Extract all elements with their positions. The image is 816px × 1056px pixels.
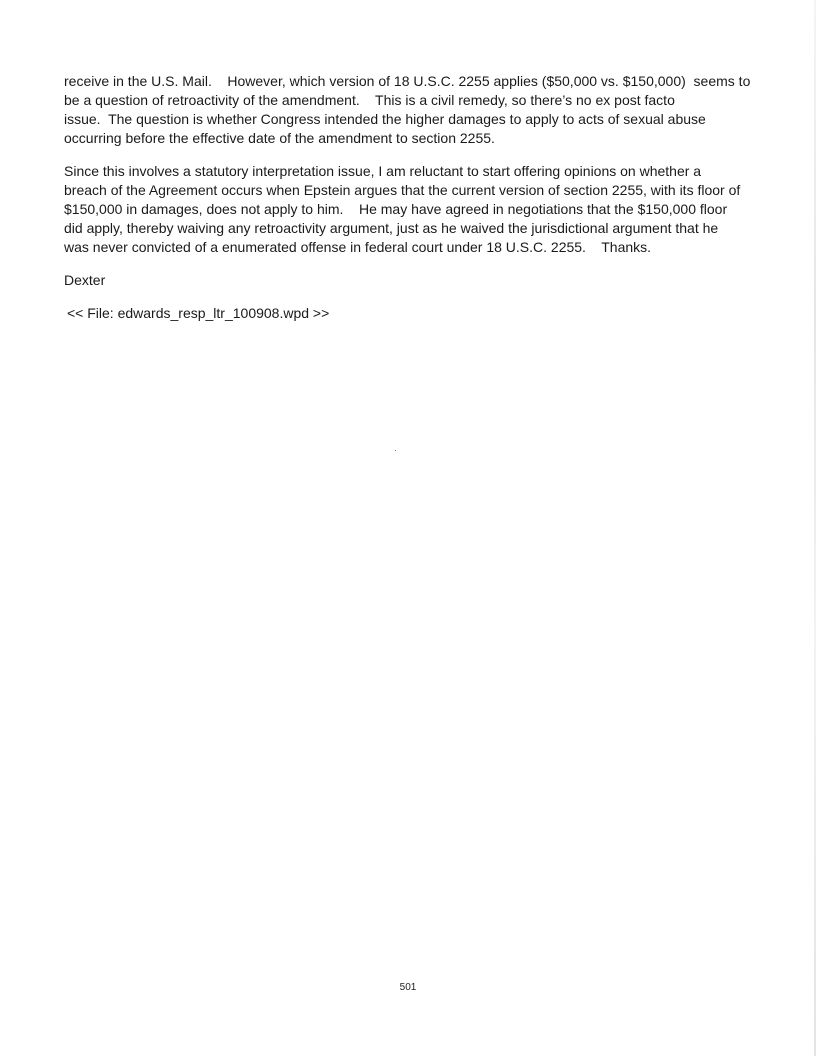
- text-line: Since this involves a statutory interpretation issue, I am reluctant to start offering opinions on whether a: [64, 163, 702, 179]
- text-line: breach of the Agreement occurs when Epstein argues that the current version of section 2255, with its floor of: [64, 182, 741, 198]
- text-line: was never convicted of a enumerated offense in federal court under 18 U.S.C. 2255. Thanks.: [64, 239, 652, 255]
- signature: Dexter: [64, 272, 106, 288]
- email-body: [64, 72, 754, 323]
- text-line: $150,000 in damages, does not apply to him. He may have agreed in negotiations that the $150,000 floor: [64, 201, 728, 217]
- text-line: occurring before the effective date of the amendment to section 2255.: [64, 130, 495, 146]
- text-line: receive in the U.S. Mail. However, which version of 18 U.S.C. 2255 applies ($50,000 vs. $150,000) seems to: [64, 73, 751, 89]
- text-line: be a question of retroactivity of the amendment. This is a civil remedy, so there’s no ex post facto: [64, 92, 675, 108]
- paragraph-statutory-interpretation: [64, 162, 754, 257]
- text-line: did apply, thereby waiving any retroactivity argument, just as he waived the jurisdictional argument that he: [64, 220, 719, 236]
- paragraph-retroactivity: [64, 72, 754, 148]
- text-line: issue. The question is whether Congress intended the higher damages to apply to acts of sexual abuse: [64, 111, 706, 127]
- scan-speck: [395, 450, 396, 451]
- page-number: 501: [399, 982, 417, 993]
- attachment-reference: << File: edwards_resp_ltr_100908.wpd >>: [67, 305, 330, 321]
